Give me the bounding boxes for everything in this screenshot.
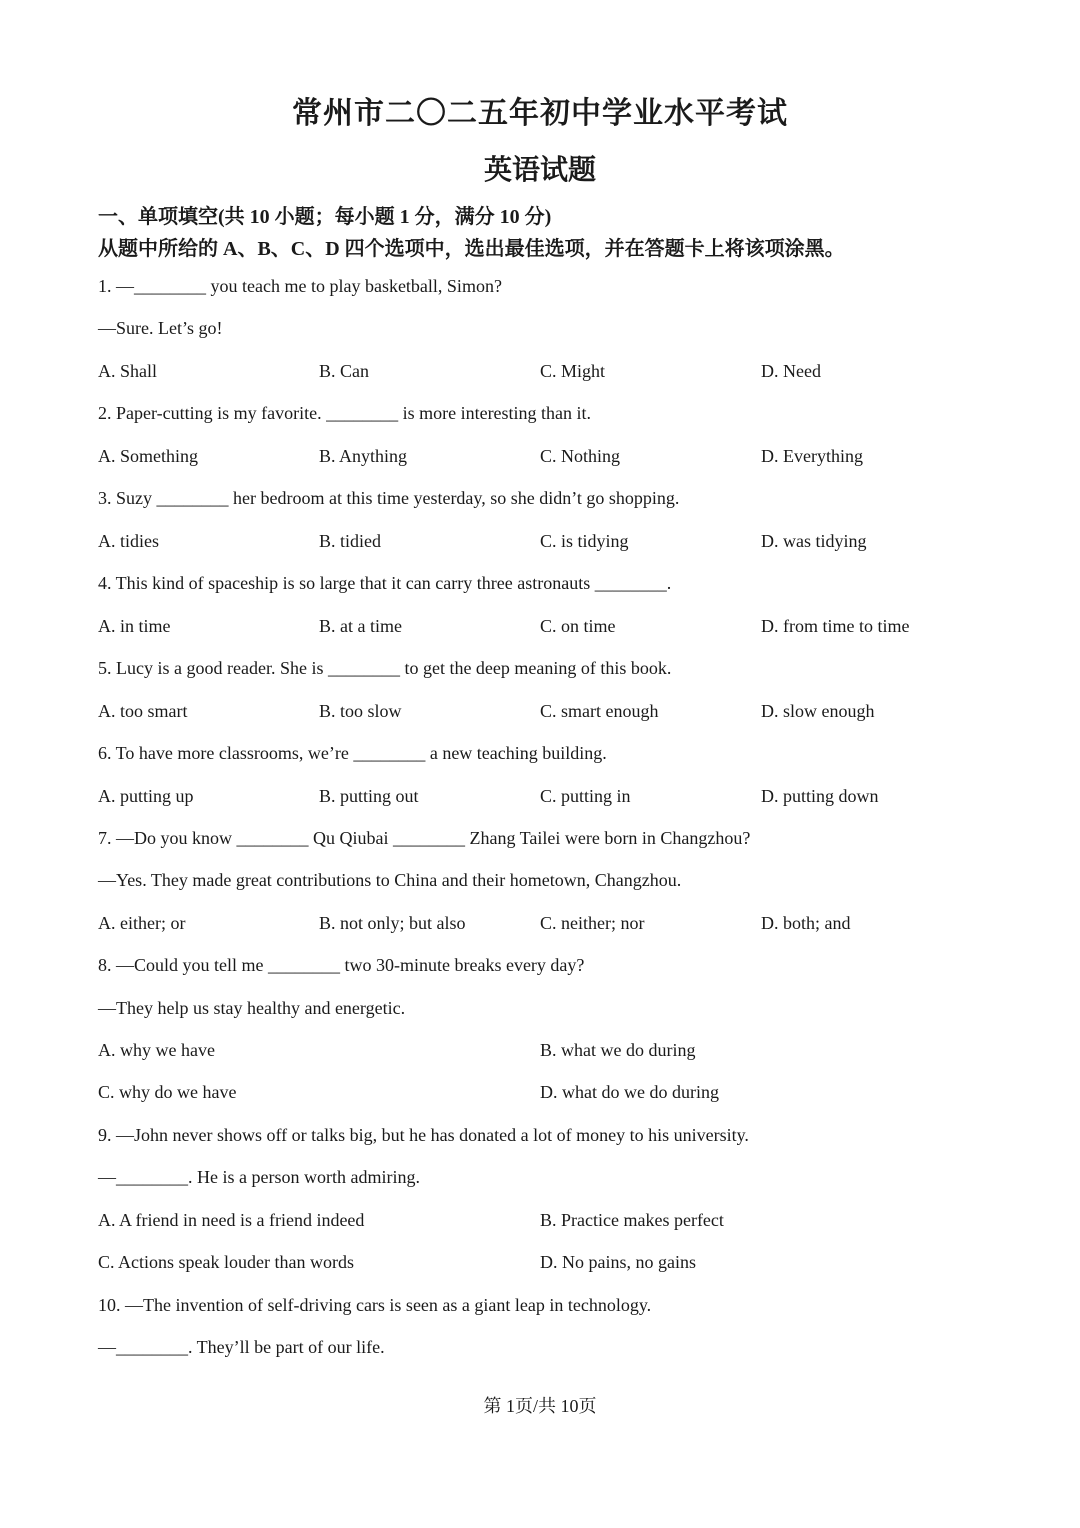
question-2-option-c: C. Nothing (540, 446, 621, 466)
question-9-option-c: C. Actions speak louder than words (98, 1252, 354, 1272)
question-2-option-b: B. Anything (319, 446, 408, 466)
question-5-option-b: B. too slow (319, 701, 402, 721)
question-8-reply: —They help us stay healthy and energetic. (98, 998, 406, 1018)
question-4-option-d: D. from time to time (761, 616, 910, 636)
question-6-stem: 6. To have more classrooms, we’re ________ a new teaching building. (98, 743, 607, 763)
question-6-option-c: C. putting in (540, 786, 631, 806)
section-heading: 一、单项填空(共 10 小题；每小题 1 分，满分 10 分) (98, 206, 552, 228)
question-6-option-d: D. putting down (761, 786, 879, 806)
question-7-reply: —Yes. They made great contributions to China and their hometown, Changzhou. (98, 870, 682, 890)
question-3-option-c: C. is tidying (540, 531, 629, 551)
question-5-option-a: A. too smart (98, 701, 188, 721)
question-7-option-b: B. not only; but also (319, 913, 466, 933)
question-1-stem: 1. —________ you teach me to play basketball, Simon? (98, 276, 502, 296)
question-1-option-c: C. Might (540, 361, 606, 381)
exam-title: 常州市二〇二五年初中学业水平考试 (292, 97, 788, 130)
question-1-option-d: D. Need (761, 361, 821, 381)
question-10-reply: —________. They’ll be part of our life. (98, 1337, 385, 1357)
question-7-stem: 7. —Do you know ________ Qu Qiubai ________ Zhang Tailei were born in Changzhou? (98, 828, 751, 848)
question-2-stem: 2. Paper-cutting is my favorite. ________ is more interesting than it. (98, 403, 592, 423)
question-4-option-b: B. at a time (319, 616, 402, 636)
question-10-stem: 10. —The invention of self-driving cars is seen as a giant leap in technology. (98, 1295, 652, 1315)
question-9-option-b: B. Practice makes perfect (540, 1210, 724, 1230)
question-8-option-b: B. what we do during (540, 1040, 696, 1060)
question-9-option-a: A. A friend in need is a friend indeed (98, 1210, 365, 1230)
question-4-stem: 4. This kind of spaceship is so large that it can carry three astronauts ________. (98, 573, 672, 593)
question-3-option-a: A. tidies (98, 531, 159, 551)
question-6-option-b: B. putting out (319, 786, 419, 806)
question-8-option-a: A. why we have (98, 1040, 215, 1060)
question-1-reply: —Sure. Let’s go! (98, 318, 223, 338)
question-9-reply: —________. He is a person worth admiring. (98, 1167, 420, 1187)
question-3-stem: 3. Suzy ________ her bedroom at this time yesterday, so she didn’t go shopping. (98, 488, 680, 508)
question-2-option-d: D. Everything (761, 446, 863, 466)
question-8-option-c: C. why do we have (98, 1082, 237, 1102)
question-3-option-d: D. was tidying (761, 531, 867, 551)
question-9-option-d: D. No pains, no gains (540, 1252, 696, 1272)
question-2-option-a: A. Something (98, 446, 199, 466)
question-5-option-d: D. slow enough (761, 701, 875, 721)
question-7-option-c: C. neither; nor (540, 913, 645, 933)
page-number: 第 1页/共 10页 (483, 1396, 597, 1416)
question-9-stem: 9. —John never shows off or talks big, but he has donated a lot of money to his university. (98, 1125, 749, 1145)
question-8-option-d: D. what do we do during (540, 1082, 719, 1102)
question-3-option-b: B. tidied (319, 531, 381, 551)
section-instruction: 从题中所给的 A、B、C、D 四个选项中，选出最佳选项，并在答题卡上将该项涂黑。 (98, 238, 845, 260)
question-7-option-a: A. either; or (98, 913, 186, 933)
question-5-stem: 5. Lucy is a good reader. She is ________ to get the deep meaning of this book. (98, 658, 672, 678)
question-1-option-b: B. Can (319, 361, 370, 381)
question-8-stem: 8. —Could you tell me ________ two 30-minute breaks every day? (98, 955, 585, 975)
question-7-option-d: D. both; and (761, 913, 851, 933)
question-1-option-a: A. Shall (98, 361, 158, 381)
question-4-option-c: C. on time (540, 616, 616, 636)
question-4-option-a: A. in time (98, 616, 171, 636)
question-5-option-c: C. smart enough (540, 701, 659, 721)
exam-subtitle: 英语试题 (483, 155, 596, 186)
question-6-option-a: A. putting up (98, 786, 194, 806)
